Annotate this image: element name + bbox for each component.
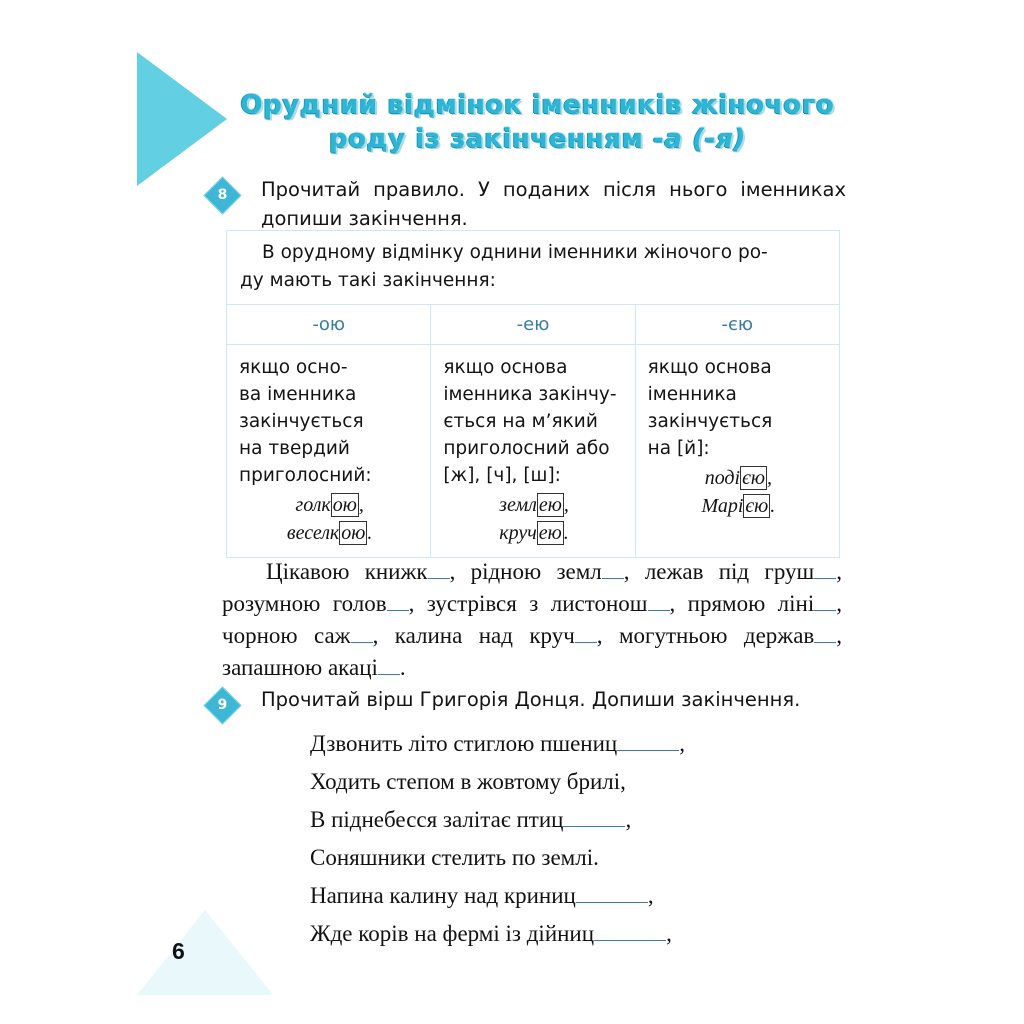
example-ending-boxed: єю (742, 467, 765, 489)
poem-line (310, 877, 830, 915)
task-phrase (395, 623, 603, 648)
task-phrase-text: запашною акаці (222, 655, 378, 680)
rule-example (239, 519, 420, 547)
rule-table-body-row (227, 345, 839, 557)
rule-header-ou: -ою (227, 305, 431, 344)
poem-line-punct: , (666, 921, 672, 946)
answer-blank[interactable] (814, 578, 836, 579)
example-punct: , (563, 494, 569, 516)
rule-example (443, 519, 624, 547)
example-punct: , (766, 467, 772, 489)
page-number: 6 (172, 938, 185, 964)
page-title-line2-prefix: роду із закінченням (329, 124, 654, 154)
rule-cell-eu-examples (443, 491, 624, 547)
poem-block (310, 725, 830, 953)
rule-intro (227, 231, 839, 304)
exercise-badge-8-number: 8 (217, 187, 228, 203)
example-stem: веселк (286, 522, 340, 544)
poem-line-text: Напина калину над криниц (310, 883, 576, 908)
poem-line-text: Дзвонить літо стиглою пшениц (310, 731, 618, 756)
rule-cell-ou-line3: закінчується (239, 411, 364, 432)
example-punct: . (563, 522, 569, 544)
poem-line-punct: , (647, 883, 654, 908)
rule-cell-yeu-line1: якщо основа (647, 357, 772, 378)
rule-cell-yeu-line3: закінчується (647, 411, 773, 432)
poem-line (310, 725, 830, 763)
rule-table (226, 230, 840, 558)
rule-example (648, 464, 829, 492)
example-ending-boxed: ею (538, 522, 562, 544)
answer-blank[interactable] (563, 826, 625, 827)
example-punct: . (367, 522, 373, 544)
answer-blank[interactable] (378, 674, 400, 675)
task-phrase-punct: , (623, 559, 630, 584)
page-title (225, 88, 850, 156)
rule-cell-ou-line5: приголосний: (239, 465, 372, 486)
task-phrase-punct: , (449, 559, 456, 584)
rule-cell-ou-line2: ва іменника (239, 384, 357, 405)
example-ending-boxed: ою (332, 494, 357, 516)
exercise-badge-9-number: 9 (217, 697, 228, 713)
rule-example (443, 491, 624, 519)
example-ending-boxed: ею (538, 494, 562, 516)
task-phrase-text: Цікавою книжк (266, 559, 428, 584)
answer-blank[interactable] (387, 610, 409, 611)
rule-cell-yeu-examples (648, 464, 829, 520)
answer-blank[interactable] (575, 642, 597, 643)
example-ending-boxed: єю (745, 495, 769, 517)
task-phrase (266, 559, 455, 584)
task-phrase-punct: , (596, 623, 603, 648)
poem-line (310, 839, 830, 877)
example-punct: , (358, 494, 364, 516)
example-stem: поді (704, 467, 741, 489)
rule-intro-line1: В орудному відмінку однини іменники жіночого ро- (262, 242, 768, 263)
example-stem: земл (499, 494, 537, 516)
task-phrase (471, 559, 630, 584)
task-phrase (222, 591, 414, 616)
triangle-decoration-top (137, 52, 227, 186)
answer-blank[interactable] (814, 642, 836, 643)
example-ending-boxed: ою (341, 522, 366, 544)
answer-blank[interactable] (648, 610, 670, 611)
rule-cell-eu-line2: іменника закінчу- (443, 384, 617, 405)
rule-cell-yeu-line2: іменника (647, 384, 737, 405)
page-title-line1: Орудний відмінок іменників жіночого (240, 90, 835, 120)
exercise-9-instruction: Прочитай вірш Григорія Донця. Допиши закінчення. (261, 688, 801, 711)
rule-cell-yeu (636, 345, 839, 557)
page-title-ending: -а (-я) (653, 124, 746, 154)
rule-cell-yeu-line4: на [й]: (647, 438, 710, 459)
task-phrase (427, 591, 675, 616)
task-phrase-text: калина над круч (394, 623, 575, 648)
task-phrase-text: могутньою держав (618, 623, 815, 648)
answer-blank[interactable] (602, 578, 624, 579)
answer-blank[interactable] (428, 578, 450, 579)
rule-table-header-row (227, 304, 839, 345)
task-phrase-punct: , (372, 623, 379, 648)
task-phrase-punct: , (836, 623, 843, 648)
task-phrase-text: рідною земл (470, 559, 602, 584)
poem-line (310, 763, 830, 801)
task-phrase (222, 655, 406, 680)
task-phrase-text: розумною голов (222, 591, 387, 616)
poem-line-text: Соняшники стелить по землі. (310, 845, 599, 870)
poem-line (310, 915, 830, 953)
exercise-8-task-paragraph (222, 556, 842, 684)
task-phrase-punct: , (836, 591, 842, 616)
task-phrase-punct: , (836, 559, 843, 584)
task-phrase-text: прямою ліні (687, 591, 815, 616)
poem-line-text: Жде корів на фермі із дійниц (310, 921, 595, 946)
rule-cell-eu (431, 345, 635, 557)
answer-blank[interactable] (617, 750, 679, 751)
rule-cell-eu-line3: ється на м’який (443, 411, 598, 432)
exercise-badge-8[interactable] (203, 176, 241, 214)
answer-blank[interactable] (576, 902, 648, 903)
poem-line-text: В піднебесся залітає птиц (310, 807, 564, 832)
example-stem: Марі (701, 495, 744, 517)
rule-example (239, 491, 420, 519)
task-phrase (688, 591, 842, 616)
answer-blank[interactable] (814, 610, 836, 611)
rule-cell-ou-condition (239, 354, 420, 489)
answer-blank[interactable] (594, 940, 666, 941)
example-punct: . (770, 495, 776, 517)
rule-cell-ou-examples (239, 491, 420, 547)
task-phrase-text: зустрівся з листонош (426, 591, 648, 616)
rule-cell-ou (227, 345, 431, 557)
rule-example (648, 492, 829, 520)
task-phrase (619, 623, 842, 648)
poem-line-punct: , (679, 731, 685, 756)
rule-intro-line2: ду мають такі закінчення: (240, 270, 496, 291)
example-stem: круч (499, 522, 537, 544)
task-phrase-punct: , (408, 591, 415, 616)
rule-cell-yeu-condition (648, 354, 829, 462)
example-stem: голк (295, 494, 331, 516)
rule-cell-eu-condition (443, 354, 624, 489)
rule-header-eu: -ею (431, 305, 635, 344)
task-phrase-text: чорною саж (222, 623, 351, 648)
task-phrase-punct: . (399, 655, 406, 680)
task-phrase-punct: , (669, 591, 676, 616)
task-phrase (222, 623, 378, 648)
task-phrase-text: лежав під груш (644, 559, 815, 584)
rule-cell-ou-line4: на твердий (239, 438, 350, 459)
rule-cell-eu-line1: якщо основа (443, 357, 568, 378)
exercise-badge-9[interactable] (203, 686, 241, 724)
poem-line (310, 801, 830, 839)
rule-cell-ou-line1: якщо осно- (239, 357, 348, 378)
exercise-8-instruction: Прочитай правило. У поданих після нього іменниках допиши закінчення. (261, 178, 846, 230)
rule-cell-eu-line5: [ж], [ч], [ш]: (443, 465, 561, 486)
task-phrase (645, 559, 842, 584)
answer-blank[interactable] (351, 642, 373, 643)
rule-header-yeu: -єю (721, 314, 754, 335)
rule-cell-eu-line4: приголосний або (443, 438, 610, 459)
poem-line-punct: , (625, 807, 632, 832)
page-title-line2 (225, 122, 850, 156)
triangle-decoration-bottom (137, 910, 273, 995)
poem-line-text: Ходить степом в жовтому брилі, (310, 769, 626, 794)
